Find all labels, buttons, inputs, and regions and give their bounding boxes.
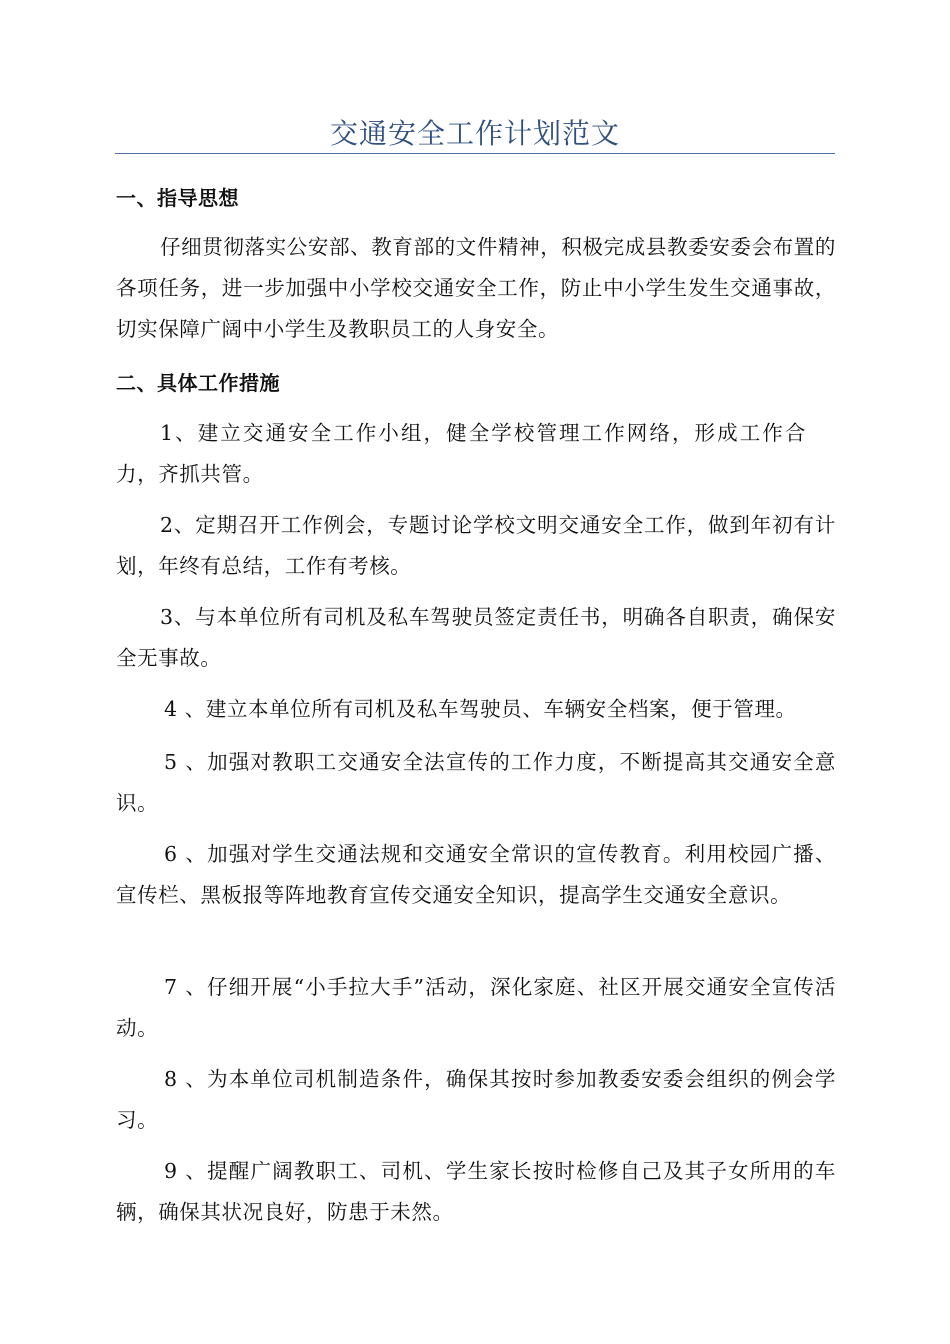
paragraph-guiding-ideology: 仔细贯彻落实公安部、教育部的文件精神，积极完成县教委安委会布置的各项任务，进一步加强中小学校交通安全工作，防止中小学生发生交通事故，切实保障广阔中小学生及教职员工的人身安全。 [116,235,836,341]
measure-item-2: 2、定期召开工作例会，专题讨论学校文明交通安全工作，做到年初有计划，年终有总结，工作有考核。 [116,513,836,578]
measure-item-1: 1、建立交通安全工作小组，健全学校管理工作网络，形成工作合力，齐抓共管。 [116,421,806,486]
measure-item-8: 8 、为本单位司机制造条件，确保其按时参加教委安委会组织的例会学习。 [116,1067,836,1132]
section-heading-work-measures: 二、具体工作措施 [116,371,280,395]
measure-item-5: 5 、加强对教职工交通安全法宣传的工作力度，不断提高其交通安全意识。 [116,750,836,815]
measure-item-7: 7 、仔细开展“小手拉大手”活动，深化家庭、社区开展交通安全宣传活动。 [116,975,836,1040]
measure-item-6: 6 、加强对学生交通法规和交通安全常识的宣传教育。利用校园广播、宣传栏、黑板报等阵地教育宣传交通安全知识，提高学生交通安全意识。 [116,842,836,907]
measure-item-4: 4 、建立本单位所有司机及私车驾驶员、车辆安全档案，便于管理。 [164,697,797,721]
measure-item-3: 3、与本单位所有司机及私车驾驶员签定责任书，明确各自职责，确保安全无事故。 [116,605,836,670]
title-underline [115,153,835,154]
measure-item-9: 9 、提醒广阔教职工、司机、学生家长按时检修自己及其子女所用的车辆，确保其状况良好，防患于未然。 [116,1159,836,1224]
document-title: 交通安全工作计划范文 [329,117,620,150]
section-heading-guiding-ideology: 一、指导思想 [116,186,239,210]
